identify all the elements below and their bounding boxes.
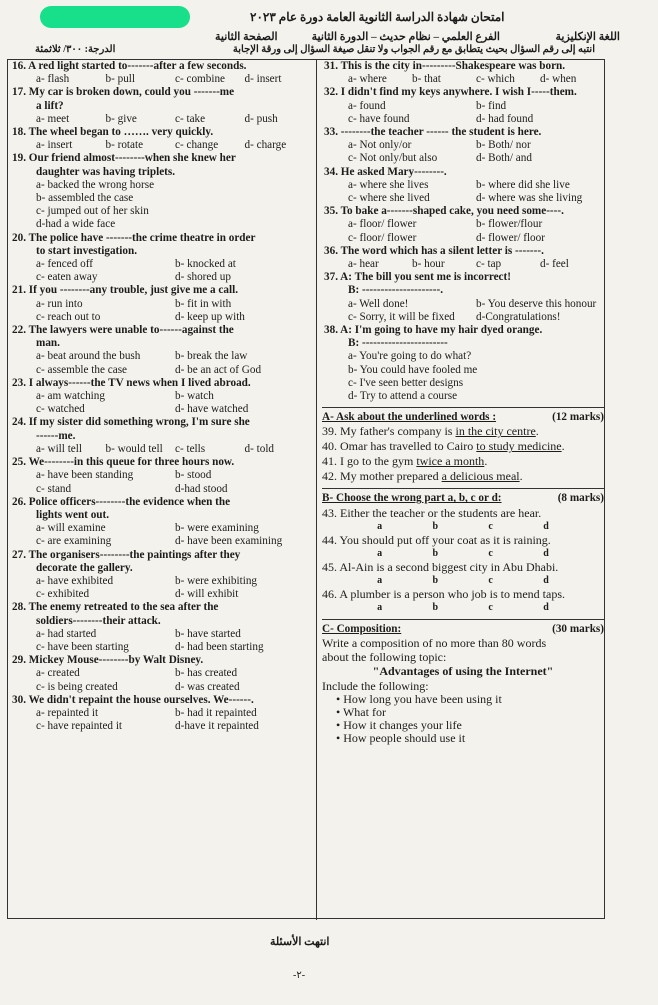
left-column (10, 60, 314, 733)
option: a- flash (36, 73, 70, 86)
question-item (322, 271, 604, 324)
option-row (322, 218, 604, 231)
question-stem: 33. --------the teacher ------ the student is here. (324, 126, 542, 139)
composition-topic: "Advantages of using the Internet" (372, 663, 554, 678)
option-row (10, 575, 314, 588)
question-item (10, 377, 314, 417)
section-a-items (322, 424, 604, 484)
option-row (10, 720, 314, 733)
option: b- rotate (105, 139, 144, 152)
question-stem: 18. The wheel began to ……. very quickly. (12, 126, 214, 139)
option-row (322, 311, 604, 324)
option: c- combine (175, 73, 226, 86)
section-c-heading (322, 619, 604, 636)
question-item (322, 205, 604, 245)
option-row (322, 192, 604, 205)
option: a- beat around the bush (36, 350, 141, 363)
option: b- break the law (175, 350, 248, 363)
option: b- flower/flour (476, 218, 543, 231)
option: d-had a wide face (36, 218, 116, 231)
option-row (10, 390, 314, 403)
question-stem: 20. The police have -------the crime theatre in order (12, 231, 256, 244)
option-row (10, 139, 314, 152)
question-stem: 34. He asked Mary--------. (324, 165, 447, 178)
section-a-item (322, 454, 604, 469)
column-divider (316, 60, 317, 920)
item-text: 42. My mother prepared (322, 469, 442, 484)
section-a-item (322, 439, 604, 454)
option: d- Try to attend a course (348, 390, 458, 403)
option: d- shored up (175, 271, 231, 284)
option: d- charge (244, 139, 287, 152)
option-row (322, 350, 604, 363)
question-stem: daughter was having triplets. (36, 165, 176, 178)
underlined-phrase: to study medicine (476, 439, 562, 454)
question-stem: 17. My car is broken down, could you -------me (12, 86, 235, 99)
bullet-2: • What for (336, 706, 604, 719)
option: a- am watching (36, 390, 105, 403)
question-stem: 26. Police officers--------the evidence when the (12, 495, 231, 508)
option: c- have repainted it (36, 720, 123, 733)
option: a- insert (36, 139, 73, 152)
option: c- have found (348, 112, 410, 125)
option-row (10, 298, 314, 311)
question-stem: ------me. (36, 429, 76, 442)
option: c- tap (476, 258, 502, 271)
question-item (10, 601, 314, 654)
option: b- have started (175, 627, 241, 640)
section-b-item: 44. You should put off your coat as it is raining. (322, 532, 551, 547)
composition-line-2: about the following topic: (322, 649, 447, 664)
section-b-marks: (8 marks) (557, 492, 604, 505)
section-b-item: 46. A plumber is a person who job is to mend taps. (322, 587, 565, 602)
option: a- found (348, 99, 386, 112)
option: a- have been standing (36, 469, 134, 482)
right-column (322, 60, 604, 746)
option: a- have exhibited (36, 574, 114, 587)
option-row (322, 377, 604, 390)
option: b- assembled the case (36, 192, 134, 205)
option: b- hour (412, 258, 445, 271)
question-item (322, 324, 604, 403)
question-stem: 29. Mickey Mouse--------by Walt Disney. (12, 654, 204, 667)
section-b-item: 45. Al-Ain is a second biggest city in Abu Dhabi. (322, 560, 559, 575)
section-a-item (322, 469, 604, 484)
part-letter: b (432, 575, 439, 587)
question-stem: 24. If my sister did something wrong, I'm sure she (12, 416, 250, 429)
page-label: الصفحة الثانية (215, 31, 278, 43)
question-stem: to start investigation. (36, 244, 137, 257)
option-row (10, 192, 314, 205)
option: c- watched (36, 403, 85, 416)
part-letter: d (543, 520, 549, 532)
score-label: الدرجة: ٣٠٠/ ثلاثمئة (35, 44, 116, 55)
option: a- backed the wrong horse (36, 178, 155, 191)
option-row (10, 469, 314, 482)
option-row (10, 258, 314, 271)
section-b-title: B- Choose the wrong part a, b, c or d: (322, 492, 502, 505)
option: d- Both/ and (476, 152, 532, 165)
option: d-had stood (175, 482, 228, 495)
option: b- has created (175, 667, 238, 680)
option: a- hear (348, 258, 379, 271)
question-stem: decorate the gallery. (36, 561, 133, 574)
branch-label: الفرع العلمي – نظام حديث – الدورة الثانية (311, 31, 500, 43)
part-letters (322, 574, 604, 587)
option-row (322, 100, 604, 113)
option: d-have it repainted (175, 720, 259, 733)
question-item (322, 245, 604, 271)
option: c- assemble the case (36, 363, 128, 376)
item-end: . (484, 454, 488, 469)
question-stem: 16. A red light started to-------after a few seconds. (12, 60, 247, 72)
option: b- where did she live (476, 178, 570, 191)
right-questions (322, 60, 604, 403)
option: c- floor/ flower (348, 231, 417, 244)
option: c- where she lived (348, 192, 430, 205)
part-letter: b (432, 520, 439, 532)
option: d- when (540, 73, 577, 86)
part-letter: c (488, 602, 493, 614)
option: d- keep up with (175, 310, 245, 323)
option: a- Not only/or (348, 139, 412, 152)
part-letter: b (432, 602, 439, 614)
question-item (322, 86, 604, 126)
section-a-marks: (12 marks) (552, 411, 604, 424)
question-stem: 38. A: I'm going to have my hair dyed orange. (324, 324, 543, 337)
bullet-4: • How people should use it (336, 732, 604, 745)
option: b- give (105, 112, 137, 125)
page-number: -٢- (293, 970, 306, 981)
option-row (322, 390, 604, 403)
question-stem: 23. I always------the TV news when I lived abroad. (12, 376, 251, 389)
subject-label: اللغة الإنكليزية (555, 31, 620, 43)
option: c- exhibited (36, 588, 90, 601)
question-stem: 37. A: The bill you sent me is incorrect! (324, 271, 511, 284)
option: a- You're going to do what? (348, 350, 472, 363)
question-item (10, 496, 314, 549)
option-row (10, 667, 314, 680)
option-row (322, 364, 604, 377)
option: b- stood (175, 469, 212, 482)
option: b- Both/ nor (476, 139, 531, 152)
question-stem: 27. The organisers--------the paintings after they (12, 548, 241, 561)
section-c-marks: (30 marks) (552, 622, 604, 635)
option: b- watch (175, 390, 214, 403)
question-stem: 36. The word which has a silent letter is -------. (324, 244, 544, 257)
option-row (10, 350, 314, 363)
option: d- told (244, 442, 275, 455)
question-item (10, 324, 314, 377)
question-stem: 31. This is the city in---------Shakespeare was born. (324, 60, 566, 72)
question-stem: 25. We--------in this queue for three hours now. (12, 456, 235, 469)
question-stem: man. (36, 337, 60, 350)
option-row (322, 232, 604, 245)
question-item (322, 60, 604, 86)
option: c- change (175, 139, 219, 152)
option: b- You deserve this honour (476, 297, 597, 310)
option: a- run into (36, 297, 83, 310)
part-letter: d (543, 575, 549, 587)
option: b- were examining (175, 522, 259, 535)
question-stem: 28. The enemy retreated to the sea after the (12, 601, 219, 614)
option-row (10, 681, 314, 694)
option: b- pull (105, 73, 136, 86)
option: d- had found (476, 112, 534, 125)
option: c- take (175, 112, 206, 125)
option: c- are examining (36, 535, 112, 548)
option-row (322, 179, 604, 192)
option-row (10, 535, 314, 548)
option: b- knocked at (175, 258, 236, 271)
option: c- eaten away (36, 271, 98, 284)
instruction-note: انتبه إلى رقم السؤال بحيث يتطابق مع رقم الجواب ولا تنقل صيغة السؤال إلى ورقة الإجابة (232, 44, 595, 55)
option: b- fit in with (175, 297, 232, 310)
option: a- fenced off (36, 258, 93, 271)
option: b- find (476, 99, 507, 112)
section-a-heading (322, 407, 604, 424)
option: c- stand (36, 482, 72, 495)
option-row (10, 218, 314, 231)
question-stem: 30. We didn't repaint the house ourselves. We------. (12, 693, 254, 706)
option: b- had it repainted (175, 706, 257, 719)
question-stem: 19. Our friend almost--------when she knew her (12, 152, 236, 165)
item-end: . (519, 469, 523, 484)
item-text: 39. My father's company is (322, 424, 456, 439)
question-item (322, 126, 604, 166)
part-letter: a (377, 520, 383, 532)
item-text: 40. Omar has travelled to Cairo (322, 439, 477, 454)
section-b-heading (322, 488, 604, 505)
underlined-phrase: twice a month (416, 454, 485, 469)
option: a- will examine (36, 522, 106, 535)
option-row (10, 113, 314, 126)
section-a-title: A- Ask about the underlined words : (322, 411, 497, 424)
exam-title: امتحان شهادة الدراسة الثانوية العامة دورة عام ٢٠٢٣ (250, 10, 505, 24)
option: d- flower/ floor (476, 231, 545, 244)
item-end: . (535, 424, 539, 439)
option-row (322, 298, 604, 311)
option: d- had been starting (175, 640, 264, 653)
option-row (322, 258, 604, 271)
question-stem: 35. To bake a-------shaped cake, you need some----. (324, 205, 564, 218)
option-row (10, 179, 314, 192)
option: a- where she lives (348, 178, 429, 191)
option-row (10, 271, 314, 284)
option-row (10, 73, 314, 86)
option: c- reach out to (36, 310, 101, 323)
question-stem: 21. If you --------any trouble, just give me a call. (12, 284, 238, 297)
question-item (10, 284, 314, 324)
option: c- Not only/but also (348, 152, 438, 165)
option: a- had started (36, 627, 97, 640)
option-row (10, 403, 314, 416)
option: c- which (476, 73, 515, 86)
question-item (10, 549, 314, 602)
question-item (10, 654, 314, 694)
section-b-items (322, 506, 604, 615)
option: a- repainted it (36, 706, 99, 719)
part-letter: a (377, 575, 383, 587)
option-row (10, 588, 314, 601)
option-row (10, 641, 314, 654)
part-letter: a (377, 602, 383, 614)
question-item (10, 416, 314, 456)
option: d- have watched (175, 403, 249, 416)
question-stem: B: ---------------------. (348, 284, 444, 297)
option: c- Sorry, it will be fixed (348, 310, 455, 323)
option-row (322, 152, 604, 165)
part-letter: c (488, 520, 493, 532)
option: d- feel (540, 258, 569, 271)
underlined-phrase: a delicious meal (441, 469, 520, 484)
option-row (10, 364, 314, 377)
section-a-item (322, 424, 604, 439)
option-row (322, 139, 604, 152)
option-row (322, 73, 604, 86)
question-item (10, 456, 314, 496)
option: d- be an act of God (175, 363, 262, 376)
question-stem: soldiers--------their attack. (36, 614, 161, 627)
item-text: 41. I go to the gym (322, 454, 417, 469)
option: a- where (348, 73, 387, 86)
option: a- created (36, 667, 80, 680)
part-letter: a (377, 547, 383, 559)
question-item (10, 86, 314, 126)
part-letter: c (488, 547, 493, 559)
item-end: . (561, 439, 565, 454)
question-item (10, 60, 314, 86)
part-letters (322, 547, 604, 560)
option: b- that (412, 73, 441, 86)
bullet-3: • How it changes your life (336, 719, 604, 732)
question-stem: a lift? (36, 99, 64, 112)
part-letter: d (543, 602, 549, 614)
question-stem: lights went out. (36, 508, 110, 521)
question-stem: 22. The lawyers were unable to------against the (12, 324, 234, 337)
option-row (10, 628, 314, 641)
composition-include: Include the following: (322, 678, 429, 693)
composition-line-1: Write a composition of no more than 80 words (322, 635, 547, 650)
option-row (10, 443, 314, 456)
option: c- I've seen better designs (348, 376, 464, 389)
part-letter: c (488, 575, 493, 587)
option: d- was created (175, 680, 240, 693)
green-highlight-mark (40, 6, 190, 28)
bullet-1: • How long you have been using it (336, 693, 604, 706)
option: a- floor/ flower (348, 218, 417, 231)
option: b- were exhibiting (175, 574, 258, 587)
option: b- would tell (105, 442, 163, 455)
question-item (322, 166, 604, 206)
option: d- have been examining (175, 535, 283, 548)
option-row (10, 707, 314, 720)
option: d-Congratulations! (476, 310, 561, 323)
section-c-title: C- Composition: (322, 622, 402, 635)
option: c- have been starting (36, 640, 129, 653)
part-letter: b (432, 547, 439, 559)
option: c- is being created (36, 680, 118, 693)
option: c- jumped out of her skin (36, 205, 149, 218)
option: a- meet (36, 112, 70, 125)
option: c- tells (175, 442, 206, 455)
composition-bullets (322, 693, 604, 746)
option-row (322, 113, 604, 126)
question-item (10, 126, 314, 152)
option-row (10, 205, 314, 218)
part-letter: d (543, 547, 549, 559)
option-row (10, 483, 314, 496)
option-row (10, 522, 314, 535)
question-item (10, 232, 314, 285)
option: d- where was she living (476, 192, 583, 205)
option: d- push (244, 112, 278, 125)
part-letters (322, 601, 604, 614)
question-item (10, 694, 314, 734)
section-b-item: 43. Either the teacher or the students are hear. (322, 505, 542, 520)
option: d- will exhibit (175, 588, 239, 601)
end-of-questions: انتهت الأسئلة (270, 936, 330, 948)
question-item (10, 152, 314, 231)
option: b- You could have fooled me (348, 363, 478, 376)
question-stem: B: ----------------------- (348, 337, 448, 350)
question-stem: 32. I didn't find my keys anywhere. I wish I-----them. (324, 86, 577, 99)
option: a- will tell (36, 442, 82, 455)
underlined-phrase: in the city centre (455, 424, 536, 439)
option: a- Well done! (348, 297, 409, 310)
option: d- insert (244, 73, 282, 86)
option-row (10, 311, 314, 324)
part-letters (322, 520, 604, 533)
